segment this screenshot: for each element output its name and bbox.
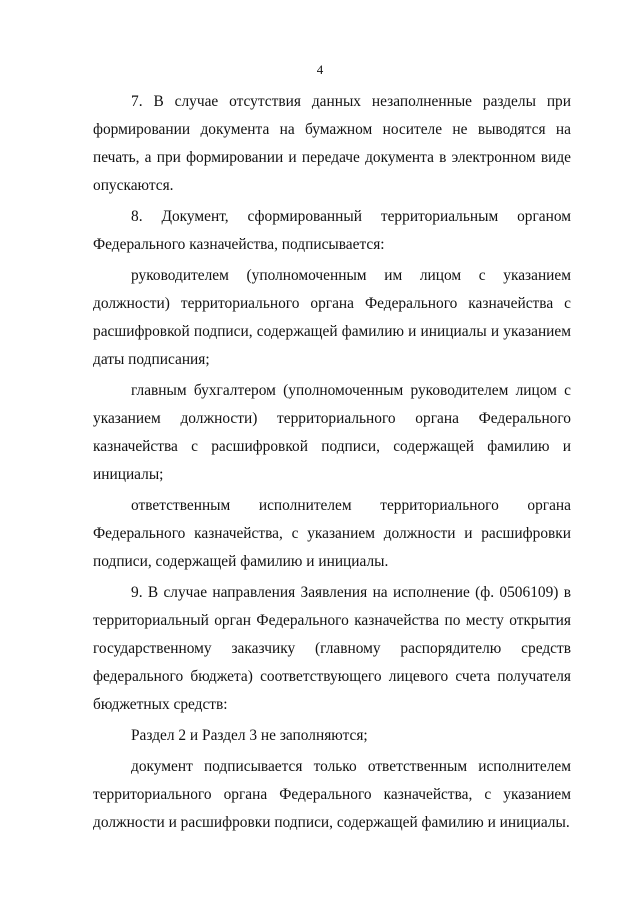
page-number: 4	[316, 62, 324, 77]
paragraph-sections-not-filled: Раздел 2 и Раздел 3 не заполняются;	[131, 727, 368, 744]
document-body	[93, 88, 571, 837]
paragraph-signatory-chief-accountant: главным бухгалтером (уполномоченным руководителем лицом с указанием должности) территориального органа Федерального казначейства с расшифровкой подписи, содержащей фамилию и инициалы;	[93, 382, 571, 483]
paragraph-9-application: 9. В случае направления Заявления на исполнение (ф. 0506109) в территориальный орган Федерального казначейства по месту открытия государственному заказчику (главному распорядителю средств федерального бюджета) соответствующего лицевого счета получателя бюджетных средств:	[93, 584, 571, 713]
paragraph-signatory-head: руководителем (уполномоченным им лицом с указанием должности) территориального органа Федерального казначейства с расшифровкой подписи, содержащей фамилию и инициалы и указанием даты подписания;	[93, 267, 571, 368]
paragraph-8-signing: 8. Документ, сформированный территориальным органом Федерального казначейства, подписывается:	[93, 208, 571, 253]
paragraph-executor-only-signs: документ подписывается только ответственным исполнителем территориального органа Федерального казначейства, с указанием должности и расшифровки подписи, содержащей фамилию и инициалы.	[93, 758, 571, 831]
paragraph-signatory-executor: ответственным исполнителем территориального органа Федерального казначейства, с указанием должности и расшифровки подписи, содержащей фамилию и инициалы.	[93, 497, 571, 570]
paragraph-7-missing-data: 7. В случае отсутствия данных незаполненные разделы при формировании документа на бумажном носителе не выводятся на печать, а при формировании и передаче документа в электронном виде опускаются.	[93, 93, 571, 194]
